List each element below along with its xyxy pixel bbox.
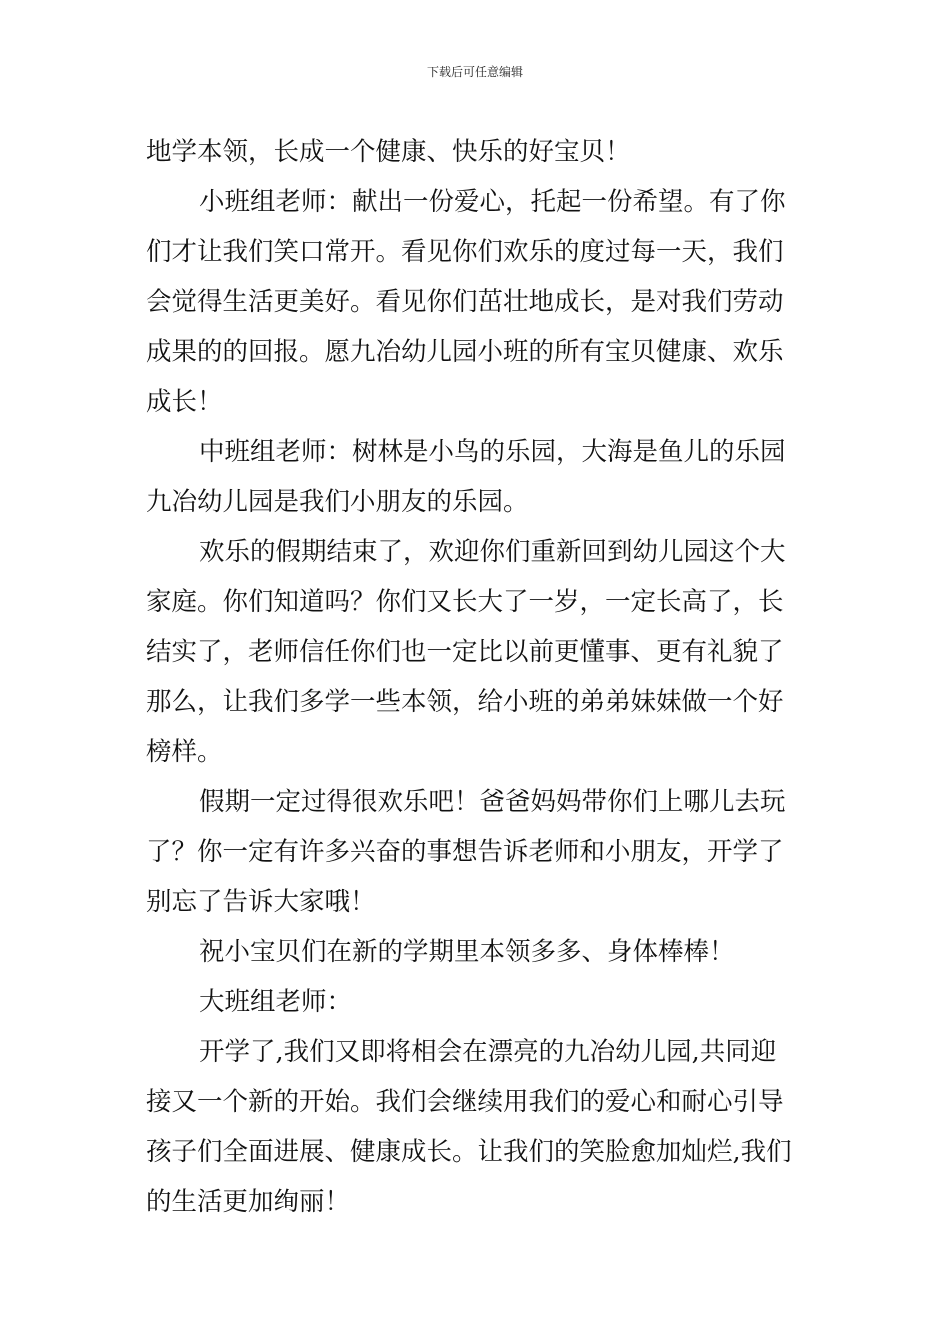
text-line: 祝小宝贝们在新的学期里本领多多、身体棒棒！ (199, 937, 735, 967)
text-line: 们才让我们笑口常开。看见你们欢乐的度过每一天，我们 (146, 237, 784, 267)
text-line: 欢乐的假期结束了，欢迎你们重新回到幼儿园这个大 (199, 537, 786, 567)
text-line: 的生活更加绚丽！ (146, 1187, 351, 1217)
page-header-note: 下载后可任意编辑 (426, 65, 523, 79)
text-line: 那么，让我们多学一些本领，给小班的弟弟妹妹做一个好 (146, 687, 784, 717)
text-line: 榜样。 (146, 737, 223, 767)
text-line: 中班组老师：树林是小鸟的乐园，大海是鱼儿的乐园 (199, 437, 786, 467)
text-line: 假期一定过得很欢乐吧！爸爸妈妈带你们上哪儿去玩 (199, 787, 786, 817)
text-line: 会觉得生活更美好。看见你们茁壮地成长，是对我们劳动 (146, 287, 784, 317)
text-line: 小班组老师：献出一份爱心，托起一份希望。有了你 (199, 187, 786, 217)
text-line: 结实了，老师信任你们也一定比以前更懂事、更有礼貌了 (146, 637, 784, 667)
text-line: 大班组老师： (199, 987, 353, 1017)
text-line: 了？你一定有许多兴奋的事想告诉老师和小朋友，开学了 (146, 837, 784, 867)
text-line: 成长！ (146, 387, 223, 417)
text-line: 接又一个新的开始。我们会继续用我们的爱心和耐心引导 (146, 1087, 784, 1117)
text-line: 开学了,我们又即将相会在漂亮的九冶幼儿园,共同迎 (199, 1037, 777, 1067)
text-line: 家庭。你们知道吗？你们又长大了一岁，一定长高了，长 (146, 587, 784, 617)
document-body (146, 127, 808, 1227)
text-line: 九冶幼儿园是我们小朋友的乐园。 (146, 487, 529, 517)
text-line: 地学本领，长成一个健康、快乐的好宝贝！ (146, 137, 631, 167)
text-line: 孩子们全面进展、健康成长。让我们的笑脸愈加灿烂,我们 (146, 1137, 792, 1167)
text-line: 成果的的回报。愿九冶幼儿园小班的所有宝贝健康、欢乐 (146, 337, 784, 367)
text-line: 别忘了告诉大家哦！ (146, 887, 376, 917)
